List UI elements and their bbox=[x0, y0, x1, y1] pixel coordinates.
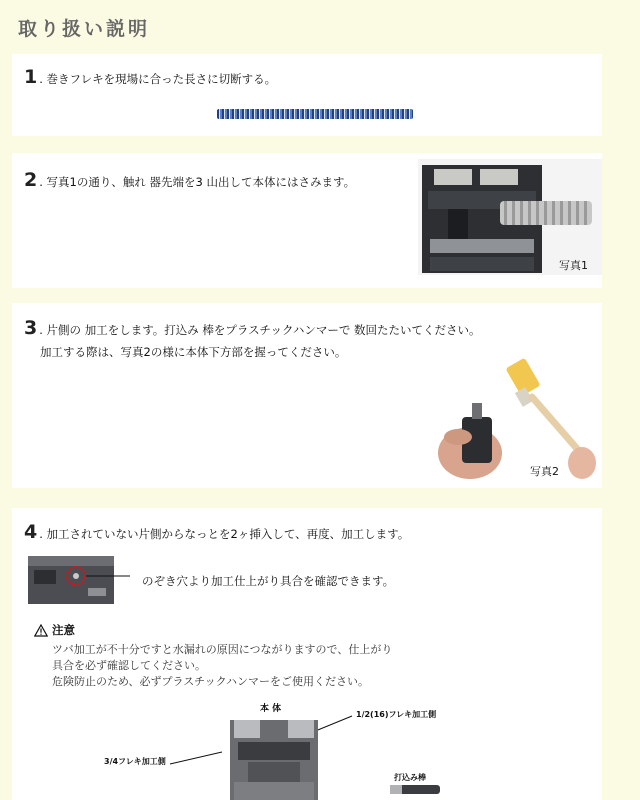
step-3-card bbox=[12, 303, 602, 488]
caution-line-2: 具合を必ず確認してください。 bbox=[52, 659, 206, 672]
step-number: 1 bbox=[24, 66, 38, 88]
peek-hole-image bbox=[28, 552, 138, 608]
caution-line-1: ツバ加工が不十分ですと水漏れの原因につながりますので、仕上がり bbox=[52, 643, 393, 656]
body-label: 本 体 bbox=[260, 704, 282, 714]
warning-icon bbox=[34, 624, 48, 637]
step-3-text bbox=[24, 317, 480, 339]
step-number: 3 bbox=[24, 317, 38, 339]
step-2-card bbox=[12, 153, 602, 288]
photo-2-caption: 写真2 bbox=[530, 465, 559, 478]
half-inch-side-label: 1/2(16)フレキ加工側 bbox=[356, 710, 437, 719]
step-1-card bbox=[12, 54, 602, 136]
step-4-card bbox=[12, 508, 602, 800]
step-instruction: . 片側の 加工をします。打込み 棒をプラスチックハンマーで 数回たたいてください。 bbox=[39, 323, 481, 337]
rod-label: 打込み棒 bbox=[394, 773, 426, 782]
step-3-text-line2: 加工する際は、写真2の様に本体下方部を握ってください。 bbox=[40, 345, 347, 359]
peek-hole-note: のぞき穴より加工仕上がり具合を確認できます。 bbox=[142, 574, 395, 588]
step-instruction: . 加工されていない片側からなっとを2ヶ挿入して、再度、加工します。 bbox=[39, 527, 410, 541]
caution-heading bbox=[34, 622, 75, 638]
step-number: 4 bbox=[24, 521, 38, 543]
step-4-text bbox=[24, 521, 409, 543]
tool-diagram bbox=[12, 690, 602, 800]
step-2-text bbox=[24, 169, 355, 191]
step-instruction: . 写真1の通り、触れ 器先端を3 山出して本体にはさみます。 bbox=[39, 175, 356, 189]
caution-label: 注意 bbox=[52, 623, 75, 637]
step-instruction: . 巻きフレキを現場に合った長さに切断する。 bbox=[39, 72, 277, 86]
three-quarter-side-label: 3/4フレキ加工側 bbox=[104, 757, 166, 766]
step-1-text bbox=[24, 66, 276, 88]
caution-line-3: 危険防止のため、必ずプラスチックハンマーをご使用ください。 bbox=[52, 675, 370, 688]
photo-1-caption: 写真1 bbox=[559, 259, 588, 272]
flexible-pipe-image bbox=[217, 109, 413, 119]
page-title: 取り扱い説明 bbox=[18, 18, 151, 40]
photo-2 bbox=[422, 333, 602, 483]
step-number: 2 bbox=[24, 169, 38, 191]
